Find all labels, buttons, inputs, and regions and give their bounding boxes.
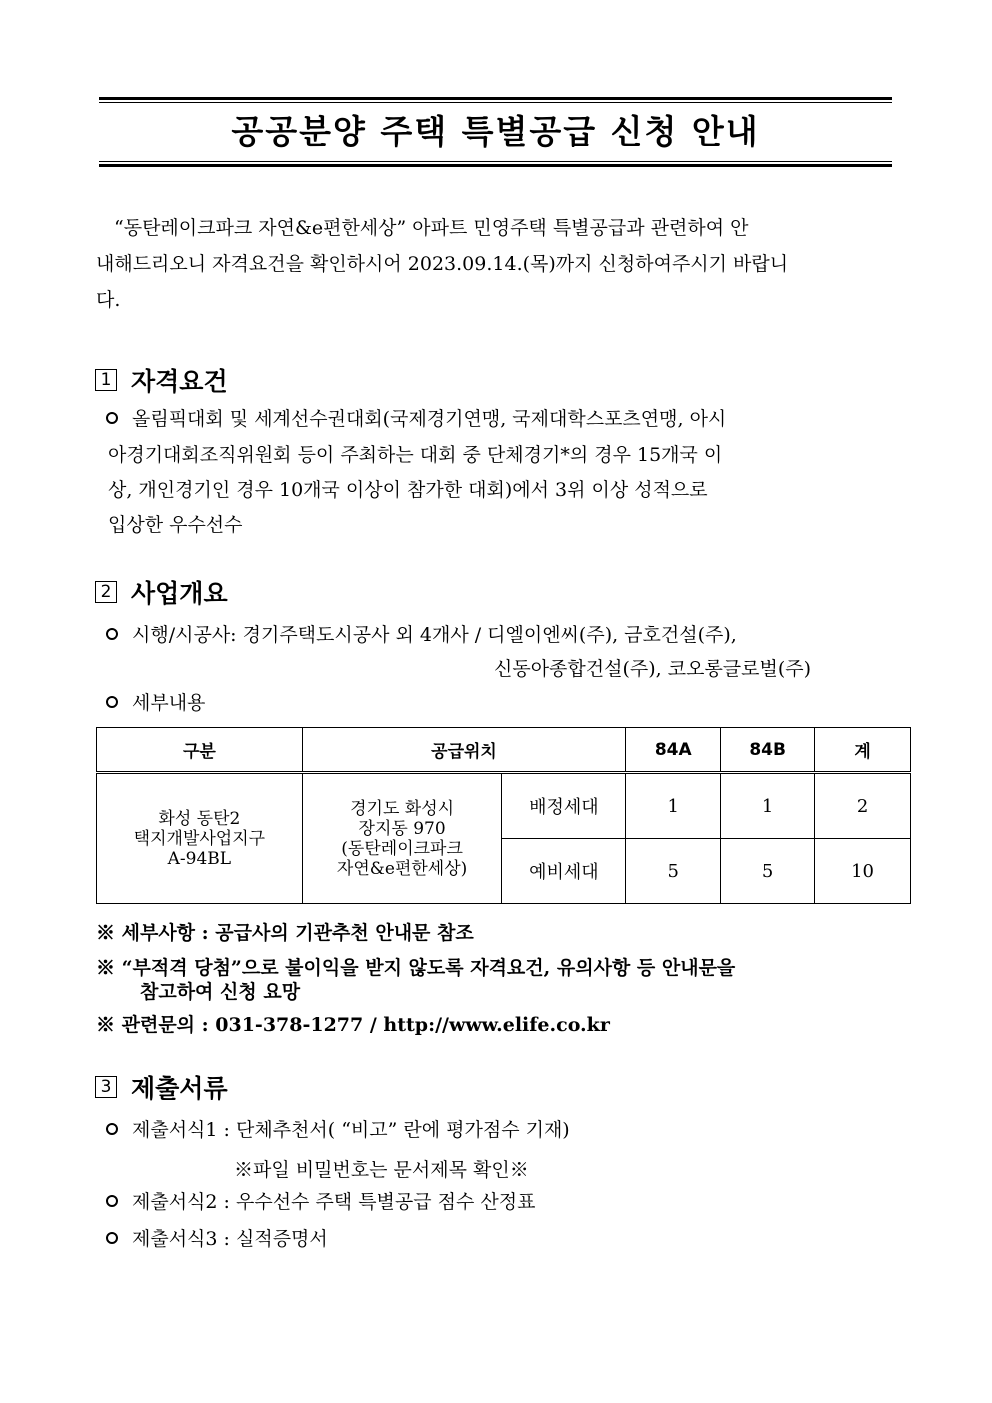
circle-bullet-icon: [106, 1123, 118, 1135]
section-1-title: 자격요건: [131, 367, 228, 396]
section-3-header: [95, 1071, 228, 1103]
note-contact: ※ 관련문의 : 031-378-1277 / http://www.elife.co.kr: [96, 1014, 610, 1036]
section-2-header: [95, 576, 228, 608]
category-line-2: 택지개발사업지구: [133, 828, 266, 849]
location-line-3: (동탄레이크파크: [341, 838, 463, 859]
location-cell: [302, 773, 502, 904]
category-line-3: A-94BL: [167, 848, 232, 869]
header-84a: 84A: [626, 728, 721, 773]
section-2-bullet-2: [106, 688, 205, 715]
circle-bullet-icon: [106, 412, 118, 424]
title-top-rule-thick: [99, 97, 892, 100]
section-1-bullet-line-3: 상, 개인경기인 경우 10개국 이상이 참가한 대회)에서 3위 이상 성적으로: [108, 479, 708, 501]
header-84b: 84B: [721, 728, 815, 773]
section-1-bullet-line-4: 입상한 우수선수: [108, 514, 243, 536]
row-type-cell: 예비세대: [502, 839, 626, 904]
intro-paragraph: [96, 210, 896, 318]
section-2-bullet-1-line-1: 시행/시공사: 경기주택도시공사 외 4개사 / 디엘이엔씨(주), 금호건설(주),: [132, 624, 737, 646]
section-3-item-3: [106, 1224, 328, 1251]
section-3-item-2: [106, 1187, 535, 1214]
supply-table: [96, 727, 911, 904]
section-3-item-3-label: 제출서식3 : 실적증명서: [132, 1228, 328, 1250]
row-84b-cell: 1: [721, 773, 815, 839]
header-total: 계: [815, 728, 911, 773]
location-line-4: 자연&e편한세상): [336, 858, 468, 879]
section-2-number: 2: [95, 581, 117, 603]
circle-bullet-icon: [106, 628, 118, 640]
section-3-number: 3: [95, 1076, 117, 1098]
row-84a-cell: 5: [626, 839, 721, 904]
title-bottom-rule-thick: [99, 164, 892, 167]
circle-bullet-icon: [106, 1195, 118, 1207]
location-line-2: 장지동 970: [358, 818, 446, 839]
section-1-bullet-line-2: 아경기대회조직위원회 등이 주최하는 대회 중 단체경기*의 경우 15개국 이: [108, 444, 723, 466]
circle-bullet-icon: [106, 696, 118, 708]
header-category: 구분: [97, 728, 303, 773]
note-details: ※ 세부사항 : 공급사의 기관추천 안내문 참조: [96, 922, 474, 944]
table-row: [97, 773, 911, 839]
intro-line-2: 내해드리오니 자격요건을 확인하시어 2023.09.14.(목)까지 신청하여주시기 바랍니: [96, 253, 789, 275]
section-1-bullet: [106, 404, 726, 431]
row-type-cell: 배정세대: [502, 773, 626, 839]
section-2-bullet-1: [106, 620, 737, 647]
row-total-cell: 2: [815, 773, 911, 839]
section-3-item-1: [106, 1115, 570, 1142]
section-3-item-1-label: 제출서식1 : 단체추천서( “비고” 란에 평가점수 기재): [132, 1119, 570, 1141]
title-bottom-rule-thin: [99, 161, 892, 162]
intro-line-3: 다.: [96, 289, 121, 311]
category-line-1: 화성 동탄2: [158, 808, 241, 829]
row-84b-cell: 5: [721, 839, 815, 904]
location-line-1: 경기도 화성시: [350, 798, 455, 819]
row-total-cell: 10: [815, 839, 911, 904]
circle-bullet-icon: [106, 1232, 118, 1244]
section-3-title: 제출서류: [131, 1074, 228, 1103]
section-1-header: [95, 364, 228, 396]
category-cell: [97, 773, 303, 904]
table-header-row: [97, 728, 911, 773]
intro-line-1: “동탄레이크파크 자연&e편한세상” 아파트 민영주택 특별공급과 관련하여 안: [114, 217, 749, 239]
section-3-item-2-label: 제출서식2 : 우수선수 주택 특별공급 점수 산정표: [132, 1191, 536, 1213]
note-warning-line-2: 참고하여 신청 요망: [140, 981, 301, 1003]
section-1-bullet-line-1: 올림픽대회 및 세계선수권대회(국제경기연맹, 국제대학스포츠연맹, 아시: [132, 408, 727, 430]
section-2-title: 사업개요: [131, 579, 228, 608]
section-2-bullet-1-line-2: 신동아종합건설(주), 코오롱글로벌(주): [494, 658, 812, 680]
header-location: 공급위치: [302, 728, 626, 773]
section-2-bullet-2-label: 세부내용: [132, 692, 206, 714]
page-title: 공공분양 주택 특별공급 신청 안내: [231, 112, 760, 151]
section-3-item-1-note: ※파일 비밀번호는 문서제목 확인※: [234, 1159, 529, 1181]
row-84a-cell: 1: [626, 773, 721, 839]
note-warning-line-1: ※ “부적격 당첨”으로 불이익을 받지 않도록 자격요건, 유의사항 등 안내문을: [96, 957, 736, 979]
section-1-number: 1: [95, 369, 117, 391]
